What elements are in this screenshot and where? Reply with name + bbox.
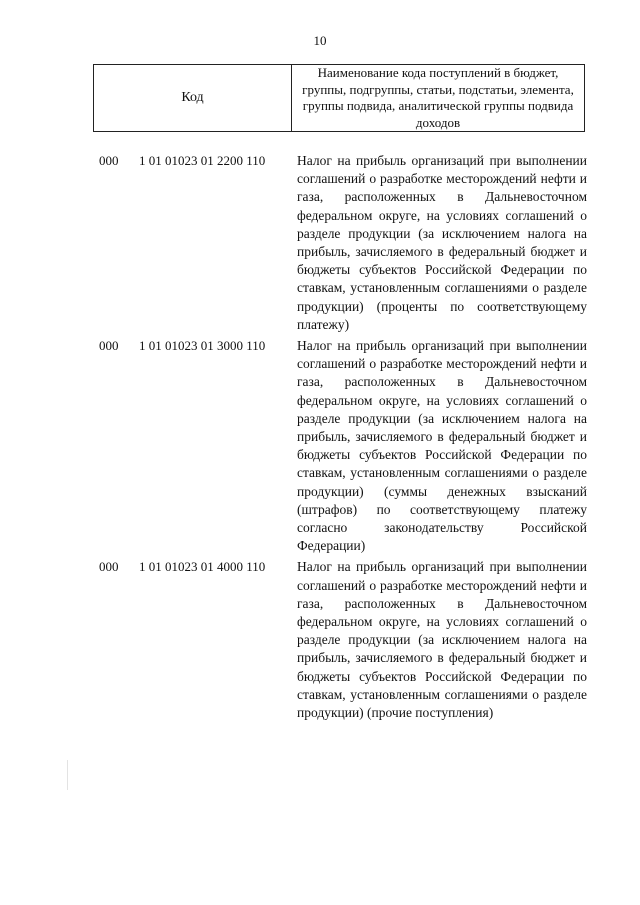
page-number: 10 (313, 33, 327, 48)
revenue-code: 1 01 01023 01 4000 110 (139, 559, 266, 575)
header-name-label: Наименование кода поступлений в бюджет, группы, подгруппы, статьи, подстатьи, элемента, группы подвида, аналитической группы подвида доходов (302, 65, 574, 130)
revenue-code: 1 01 01023 01 3000 110 (139, 338, 266, 354)
revenue-name: Налог на прибыль организаций при выполнении соглашений о разработке месторождений нефти и газа, расположенных в Дальневосточном федеральном округе, на условиях соглашений о разделе продукции (за исключением налога на прибыль, зачисляемого в федеральный бюджет и бюджеты субъектов Российской Федерации по ставкам, установленным соглашениями о разделе продукции) (проценты по соответствующему платежу) (297, 153, 587, 332)
revenue-name: Налог на прибыль организаций при выполнении соглашений о разработке месторождений нефти и газа, расположенных в Дальневосточном федеральном округе, на условиях соглашений о разделе продукции (за исключением налога на прибыль, зачисляемого в федеральный бюджет и бюджеты субъектов Российской Федерации по ставкам, установленным соглашениями о разделе продукции) (прочие поступления) (297, 559, 587, 721)
table-row (0, 558, 640, 722)
revenue-code-list (0, 152, 640, 722)
admin-code: 000 (99, 153, 119, 168)
scan-margin-mark (67, 760, 68, 790)
table-row (0, 337, 640, 555)
admin-code: 000 (99, 338, 119, 354)
table-row (0, 152, 640, 334)
header-code-label: Код (94, 65, 292, 131)
revenue-name: Налог на прибыль организаций при выполнении соглашений о разработке месторождений нефти и газа, расположенных в Дальневосточном федеральном округе, на условиях соглашений о разделе продукции (за исключением налога на прибыль, зачисляемого в федеральный бюджет и бюджеты субъектов Российской Федерации по ставкам, установленным соглашениями о разделе продукции) (суммы денежных взысканий (штрафов) по соответствующему платежу согласно законодательству Российской Федерации) (297, 338, 587, 554)
revenue-code: 1 01 01023 01 2200 110 (139, 153, 266, 168)
table-header (93, 64, 585, 132)
admin-code: 000 (99, 559, 119, 575)
